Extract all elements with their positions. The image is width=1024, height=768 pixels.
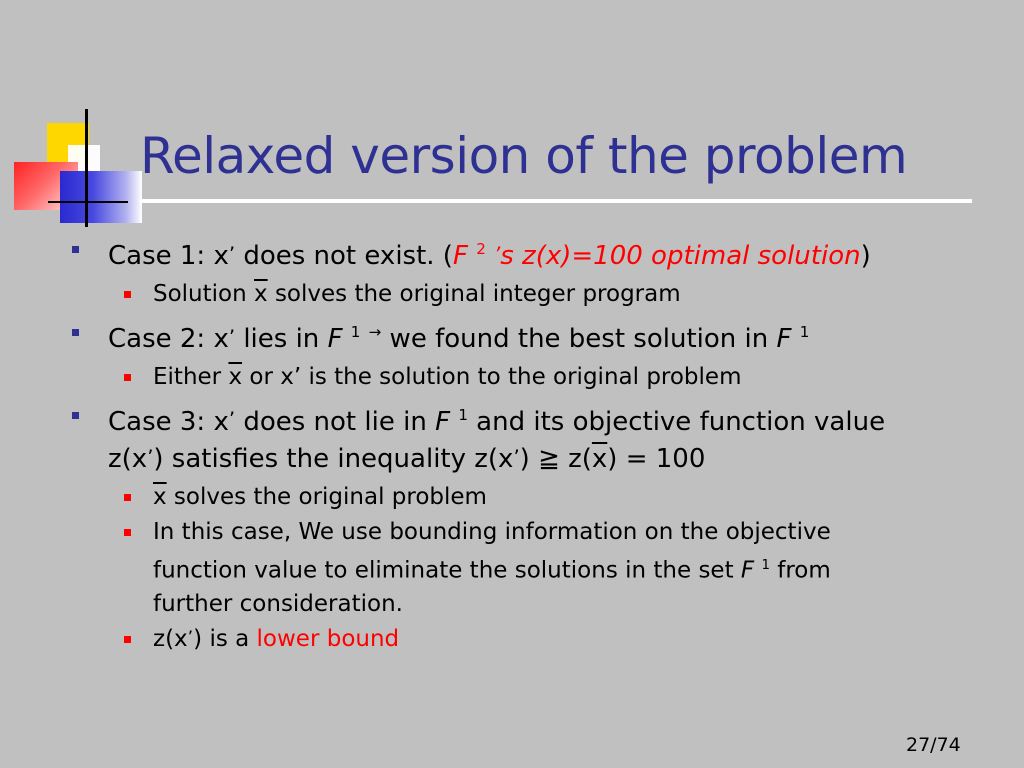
slide-logo-decoration bbox=[10, 105, 150, 230]
bullet-case-3-sub-1: $\overline{x}$ solves the original problem bbox=[70, 481, 970, 514]
x-bar-symbol: $\overline{x}$ bbox=[254, 280, 268, 307]
x-bar-symbol: $\overline{x}$ bbox=[153, 484, 167, 511]
bullet-case-1: Case 1: x’ does not exist. (F $^2$ ’s z(x)=100 optimal solution) bbox=[70, 231, 970, 276]
x-bar-symbol: $\overline{x}$ bbox=[591, 444, 608, 475]
bullet-case-1-sub: Solution $\overline{x}$ solves the original integer program bbox=[70, 278, 970, 311]
bullet-case-2: Case 2: x’ lies in F $^1$ → we found the best solution in F $^1$ bbox=[70, 314, 970, 359]
logo-horizontal-line bbox=[48, 201, 128, 203]
logo-vertical-line bbox=[85, 109, 88, 227]
lower-bound-highlight: lower bound bbox=[256, 626, 400, 653]
title-underline bbox=[140, 199, 972, 203]
x-bar-symbol: $\overline{x}$ bbox=[228, 363, 243, 390]
bullet-case-3: Case 3: x’ does not lie in F $^1$ and its objective function value z(x’) satisfies the inequality z(x’) ≧ $z(\overline{x}) = 100$ bbox=[70, 397, 970, 480]
slide-content bbox=[70, 228, 970, 658]
page-number: 27/74 bbox=[906, 734, 961, 756]
bullet-case-3-sub-2: In this case, We use bounding information on the objective function value to eliminate the solutions in the set F $^1$ from further consideration. bbox=[70, 516, 970, 621]
bullet-case-3-sub-3: z(x’) is a lower bound bbox=[70, 623, 970, 658]
logo-blue-square bbox=[60, 171, 142, 223]
slide-title: Relaxed version of the problem bbox=[140, 127, 908, 185]
bullet-case-2-sub: Either $\overline{x}$ or x’ is the solution to the original problem bbox=[70, 361, 970, 394]
case-1-note: F $^2$ ’s z(x)=100 optimal solution bbox=[452, 240, 861, 271]
arrow-icon: → bbox=[368, 322, 382, 341]
